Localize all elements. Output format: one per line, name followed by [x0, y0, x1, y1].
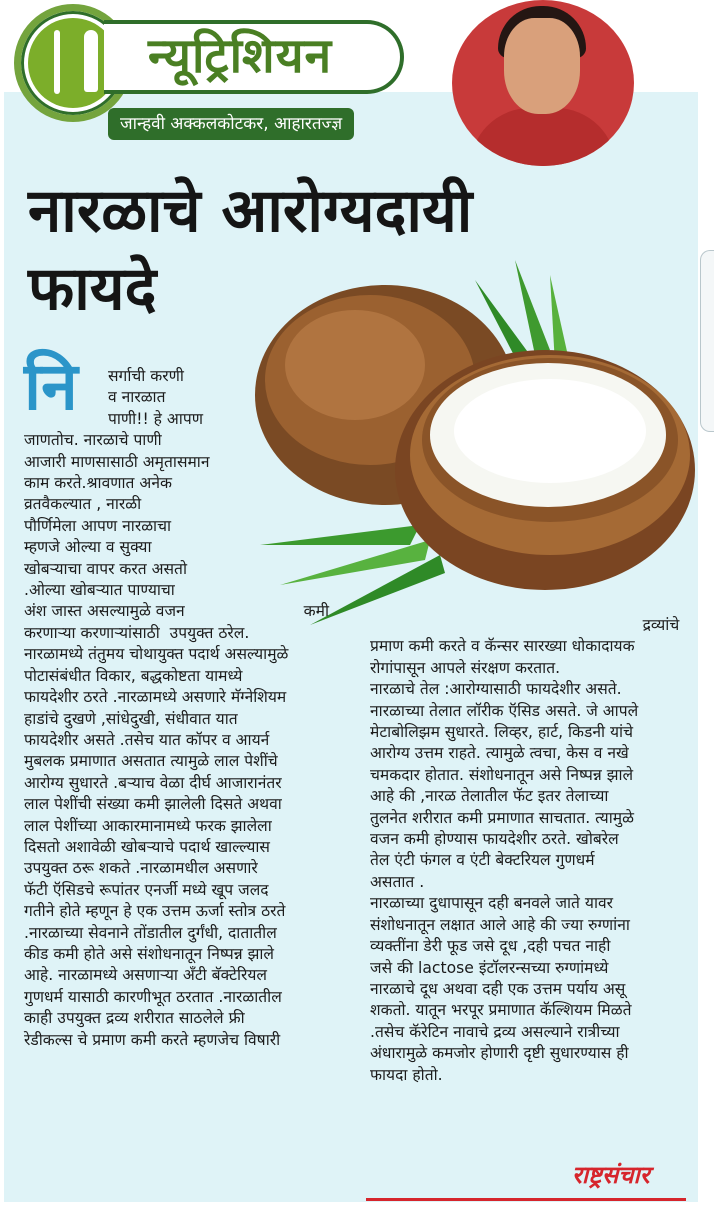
body-line: नारळाचे दूध अथवा दही एक उत्तम पर्याय असू [370, 979, 626, 998]
body-line: करणाऱ्या करणाऱ्यांसाठी उपयुक्त ठरेल. [24, 623, 250, 642]
body-line: आहे की ,नारळ तेलातील फॅट इतर तेलाच्या [370, 787, 609, 806]
body-line: काम करते.श्रावणात अनेक [24, 474, 172, 493]
body-line: दिसतो अशावेळी खोबऱ्याचे पदार्थ खाल्ल्यास [24, 837, 270, 856]
body-line: जसे की lactose इंटॉलरन्सच्या रुग्णांमध्ये [370, 958, 609, 977]
body-line: आजारी माणसासाठी अमृतासमान [24, 452, 210, 471]
body-line: आरोग्य उत्तम राहते. त्यामुळे त्वचा, केस व नखे [370, 744, 629, 763]
body-line: अंश जास्त असल्यामुळे वजन कमी [24, 602, 329, 621]
section-title: न्यूट्रिशियन [148, 28, 333, 84]
body-line: हाडांचे दुखणे ,सांधेदुखी, संधीवात यात [24, 709, 238, 728]
author-byline: जान्हवी अक्कलकोटकर, आहारतज्ज्ञ [108, 108, 354, 140]
body-line: काही उपयुक्त द्रव्य शरीरात साठलेले फ्री [24, 1009, 245, 1028]
body-line: प्रमाण कमी करते व कॅन्सर सारख्या धोकादायक [370, 637, 635, 656]
body-line: अंधारामुळे कमजोर होणारी दृष्टी सुधारण्यास ही [370, 1044, 629, 1063]
body-line: वजन कमी होण्यास फायदेशीर ठरते. खोबरेल [370, 830, 619, 849]
spoon-icon [84, 30, 98, 92]
body-column-left [24, 366, 329, 1051]
body-line: नारळाच्या तेलात लॉरीक ऍसिड असते. जे आपले [370, 701, 639, 720]
body-line: सर्गाची करणी [108, 367, 184, 385]
drop-cap: नि [24, 348, 78, 425]
body-line: नारळाच्या दुधापासून दही बनवले जाते यावर [370, 894, 614, 913]
body-line: तेल एंटी फंगल व एंटी बेक्टरियल गुणधर्म [370, 851, 595, 870]
body-line: कीड कमी होते असे संशोधनातून निष्पन्न झाले [24, 944, 274, 963]
body-line: जाणतोच. नारळाचे पाणी [24, 431, 162, 450]
body-line: लाल पेशींच्या आकारमानामध्ये फरक झालेला [24, 816, 272, 835]
body-line: फॅटी ऍसिडचे रूपांतर एनर्जी मध्ये खूप जलद [24, 880, 269, 899]
photo-saree [470, 108, 616, 166]
body-line: व्रतवैकल्यात , नारळी [24, 495, 142, 514]
body-line: पौर्णिमेला आपण नारळाचा [24, 516, 172, 535]
body-line: असतात . [370, 872, 425, 891]
body-line: लाल पेशींची संख्या कमी झालेली दिसते अथवा [24, 795, 282, 814]
body-line: तुलनेत शरीरात कमी प्रमाणात साचतात. त्यामुळे [370, 808, 634, 827]
author-photo [452, 0, 634, 166]
body-line: रोगांपासून आपले संरक्षण करतात. [370, 658, 561, 677]
body-line: .नारळाच्या सेवनाने तोंडातील दुर्गंधी, दातातील [24, 923, 277, 942]
title-line-2: फायदे [28, 254, 157, 324]
body-line: व्यक्तींना डेरी फूड जसे दूध ,दही पचत नाही [370, 937, 611, 956]
body-line: गुणधर्म यासाठी कारणीभूत ठरतात .नारळातील [24, 987, 282, 1006]
body-line: नारळाचे तेल :आरोग्यासाठी फायदेशीर असते. [370, 680, 622, 699]
footer-rule [366, 1198, 686, 1201]
body-line: फायदा होतो. [370, 1065, 443, 1084]
body-line: .ओल्या खोबऱ्यात पाण्याचा [24, 581, 175, 600]
body-line: गतीने होते म्हणून हे एक उत्तम ऊर्जा स्तोत्र ठरते [24, 902, 286, 921]
body-line: नारळामध्ये तंतुमय चोथायुक्त पदार्थ असल्यामुळे [24, 645, 289, 664]
body-line: शकतो. यातून भरपूर प्रमाणात कॅल्शियम मिळते [370, 1001, 632, 1020]
body-column-right [370, 615, 679, 1086]
body-line: आरोग्य सुधारते .बऱ्याच वेळा दीर्घ आजारानंतर [24, 773, 282, 792]
publisher-logo: राष्ट्रसंचार [572, 1161, 650, 1189]
body-line: मुबलक प्रमाणात असतात त्यामुळे लाल पेशींचे [24, 752, 278, 771]
body-line: व नारळात [108, 388, 166, 407]
body-line: म्हणजे ओल्या व सुक्या [24, 538, 152, 557]
title-line-1: नारळाचे आरोग्यदायी [28, 176, 473, 246]
body-line: मेटाबोलिझम सुधारते. लिव्हर, हार्ट, किडनी यांचे [370, 723, 633, 742]
body-line: फायदेशीर असते .तसेच यात कॉपर व आयर्न [24, 730, 270, 749]
body-line: संशोधनातून लक्षात आले आहे की ज्या रुग्णांना [370, 915, 630, 934]
body-line: पोटासंबंधीत विकार, बद्धकोष्टता यामध्ये [24, 666, 243, 685]
body-line: चमकदार होतात. संशोधनातून असे निष्पन्न झाले [370, 765, 634, 784]
body-line: .तसेच कॅरेटिन नावाचे द्रव्य असल्याने रात्रीच्या [370, 1022, 620, 1041]
body-line: रेडीकल्स चे प्रमाण कमी करते म्हणजेच विषारी [24, 1030, 281, 1049]
body-line: फायदेशीर ठरते .नारळामध्ये असणारे मॅग्नेशियम [24, 688, 287, 707]
fork-icon [54, 30, 60, 94]
half-coconut [395, 350, 695, 590]
photo-face [504, 18, 580, 114]
body-line: द्रव्यांचे [370, 616, 680, 634]
body-line: पाणी!! हे आपण [108, 409, 203, 428]
body-line: उपयुक्त ठरू शकते .नारळामधील असणारे [24, 859, 258, 878]
body-line: आहे. नारळामध्ये असणाऱ्या अँटी बॅक्टेरियल [24, 966, 267, 985]
body-line: खोबऱ्याचा वापर करत असतो [24, 559, 187, 578]
page-edge-tab [700, 250, 714, 432]
